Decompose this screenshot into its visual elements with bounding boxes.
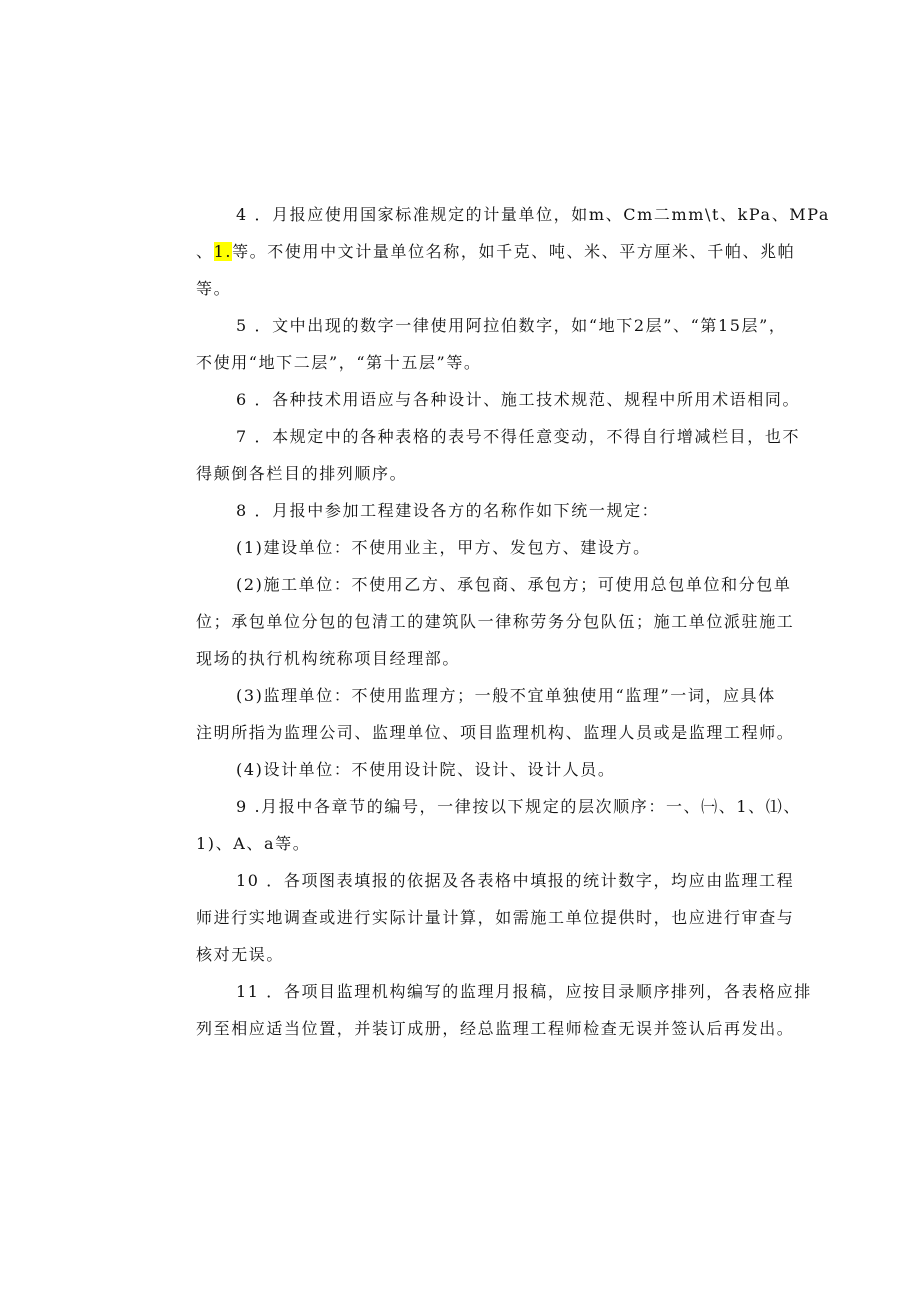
text-segment: 8 ．月报中参加工程建设各方的名称作如下统一规定：: [236, 501, 660, 520]
text-segment: (3)监理单位：不使用监理方；一般不宜单独使用“监理”一词，应具体: [236, 686, 776, 705]
text-segment: 注明所指为监理公司、监理单位、项目监理机构、监理人员或是监理工程师。: [196, 723, 795, 742]
text-segment: (1)建设单位：不使用业主，甲方、发包方、建设方。: [236, 538, 651, 557]
paragraph-p9: [196, 788, 801, 862]
paragraph-p8-4: [196, 751, 736, 788]
text-segment: 位；承包单位分包的包清工的建筑队一律称劳务分包队伍；施工单位派驻施工: [196, 612, 795, 631]
text-line: [196, 418, 801, 455]
text-line: [196, 307, 787, 344]
paragraph-p5: [196, 307, 787, 381]
paragraph-p8-3: [196, 677, 795, 751]
document-body: [196, 196, 831, 1047]
text-segment: 不使用“地下二层”，“第十五层”等。: [196, 353, 482, 372]
text-segment: 现场的执行机构统称项目经理部。: [196, 649, 461, 668]
text-segment: 、: [196, 242, 214, 261]
text-line: [196, 196, 831, 233]
paragraph-p10: [196, 862, 795, 973]
paragraph-p8: [196, 492, 736, 529]
text-line: [196, 381, 801, 418]
text-line: [196, 529, 736, 566]
text-line: [196, 788, 801, 825]
text-segment: 11 ．各项目监理机构编写的监理月报稿，应按目录顺序排列，各表格应排: [236, 982, 812, 1001]
text-line: [196, 270, 736, 307]
paragraph-p4: [196, 196, 831, 307]
paragraph-p6: [196, 381, 801, 418]
text-line: [196, 1010, 795, 1047]
text-line: [196, 233, 796, 270]
text-segment: 等。不使用中文计量单位名称，如千克、吨、米、平方厘米、千帕、兆帕: [232, 242, 796, 261]
text-segment: (2)施工单位：不使用乙方、承包商、承包方；可使用总包单位和分包单: [236, 575, 792, 594]
text-line: [196, 751, 736, 788]
text-line: [196, 566, 792, 603]
text-segment: 列至相应适当位置，并装订成册，经总监理工程师检查无误并签认后再发出。: [196, 1019, 795, 1038]
text-line: [196, 640, 736, 677]
text-segment: 4 ．月报应使用国家标准规定的计量单位，如m、Cm二mm\t、kPa、MPa: [236, 205, 831, 224]
text-line: [196, 455, 736, 492]
text-segment: 等。: [196, 279, 232, 298]
text-segment: 9 .月报中各章节的编号，一律按以下规定的层次顺序：一、㈠、1、⑴、: [236, 797, 801, 816]
paragraph-p11: [196, 973, 812, 1047]
paragraph-p7: [196, 418, 801, 492]
paragraph-p8-2: [196, 566, 795, 677]
text-segment: 得颠倒各栏目的排列顺序。: [196, 464, 408, 483]
text-line: [196, 492, 736, 529]
text-line: [196, 936, 736, 973]
text-segment: 6 ．各种技术用语应与各种设计、施工技术规范、规程中所用术语相同。: [236, 390, 801, 409]
text-segment: (4)设计单位：不使用设计院、设计、设计人员。: [236, 760, 616, 779]
text-line: [196, 862, 795, 899]
text-segment: 核对无误。: [196, 945, 285, 964]
text-line: [196, 714, 795, 751]
text-segment: 5 ．文中出现的数字一律使用阿拉伯数字，如“地下2层”、“第15层”，: [236, 316, 787, 335]
text-line: [196, 677, 776, 714]
text-line: [196, 973, 812, 1010]
text-line: [196, 825, 736, 862]
text-segment: 师进行实地调查或进行实际计量计算，如需施工单位提供时，也应进行审查与: [196, 908, 795, 927]
paragraph-p8-1: [196, 529, 736, 566]
text-line: [196, 603, 795, 640]
text-line: [196, 344, 736, 381]
text-line: [196, 899, 795, 936]
text-segment: 7 ．本规定中的各种表格的表号不得任意变动，不得自行增减栏目，也不: [236, 427, 801, 446]
text-segment: 10 ．各项图表填报的依据及各表格中填报的统计数字，均应由监理工程: [236, 871, 795, 890]
text-segment: 1)、A、a等。: [196, 834, 311, 853]
highlighted-text: 1.: [213, 242, 233, 261]
